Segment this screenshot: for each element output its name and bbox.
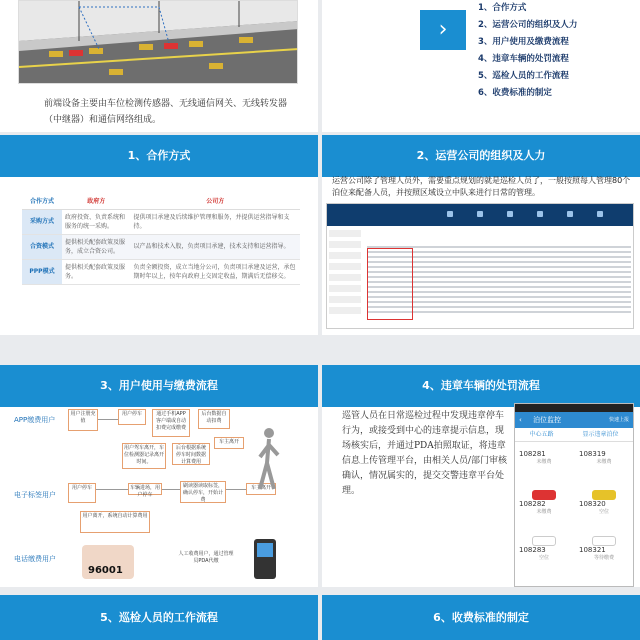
parking-cell[interactable]: 108283 空位 bbox=[519, 534, 569, 561]
parking-cell[interactable]: 108320 空位 bbox=[579, 488, 629, 515]
equipment-description: 前端设备主要由车位检测传感器、无线通信网关、无线转发器（中继器）和通信网络组成。 bbox=[44, 99, 288, 125]
chevron-right-icon: › bbox=[420, 10, 466, 50]
flow-step: 人工收费用户，通过管理员PDA代缴 bbox=[176, 550, 236, 564]
slide-title: 6、收费标准的制定 bbox=[322, 595, 640, 640]
slide-fee-standard bbox=[322, 595, 640, 640]
slide-inspection bbox=[0, 595, 318, 640]
toc-item[interactable]: 1、合作方式 bbox=[478, 3, 527, 13]
toc-item[interactable]: 3、用户使用及缴费流程 bbox=[478, 37, 569, 47]
phone-titlebar bbox=[515, 412, 633, 428]
table-cell: 提供相关配套政策及服务。 bbox=[62, 259, 131, 284]
flow-step: 后台根据系统停车时间数据计算费用 bbox=[172, 443, 210, 465]
toc-item[interactable]: 6、收费标准的制定 bbox=[478, 88, 552, 98]
toc-item[interactable]: 4、违章车辆的处罚流程 bbox=[478, 54, 569, 64]
flow-step: 用户停车 bbox=[118, 409, 146, 425]
flow-step: 通过手机APP客户端或自动扣费完成缴费 bbox=[152, 409, 190, 437]
flow-step: 用户停车 bbox=[68, 483, 96, 503]
toc-item[interactable]: 2、运营公司的组织及人力 bbox=[478, 20, 578, 30]
cooperation-table bbox=[22, 193, 300, 285]
slide-violation bbox=[322, 365, 640, 587]
flow-step: 车主离开 bbox=[214, 437, 244, 449]
flow-step: 用户注册充值 bbox=[68, 409, 98, 431]
phone-title: 泊位监控 bbox=[533, 416, 561, 424]
flow-step: 后台数据自动扣费 bbox=[198, 409, 230, 429]
flow-step: 车辆进场，用户停车 bbox=[130, 485, 161, 498]
table-header: 政府方 bbox=[62, 193, 131, 209]
toc-list bbox=[478, 0, 577, 102]
pda-device-icon bbox=[254, 539, 276, 579]
table-cell: 采购方式 bbox=[22, 209, 62, 234]
organization-intro: 运营公司除了管理人员外，需要重点规划的就是巡检人员了，一般按照每人管理80个泊位来配备人员，并按照区域设立中队来进行日常的管理。 bbox=[332, 176, 631, 197]
table-header: 合作方式 bbox=[22, 193, 62, 209]
slide-title: 3、用户使用与缴费流程 bbox=[0, 365, 318, 407]
table-cell: PPP模式 bbox=[22, 259, 62, 284]
table-cell: 提供相关配套政策及服务，成立合资公司。 bbox=[62, 234, 131, 259]
tab-center-road[interactable]: 中心五路 bbox=[529, 431, 554, 438]
table-row bbox=[22, 209, 300, 234]
slide-title: 5、巡检人员的工作流程 bbox=[0, 595, 318, 640]
table-cell: 负责全额投资，成立当地分公司，负责项目承建及运营，承包期时年以上，按年向政府上交固定收益，期满后无偿移交。 bbox=[131, 259, 301, 284]
slide-payment-flow bbox=[0, 365, 318, 587]
parking-cell[interactable]: 108281 未缴费 bbox=[519, 450, 552, 465]
slide-title: 1、合作方式 bbox=[0, 135, 318, 177]
flow-label: APP缴费用户 bbox=[14, 416, 56, 424]
management-screenshot bbox=[326, 203, 634, 329]
violation-text: 巡管人员在日常巡检过程中发现违章停车行为，或接受到中心的违章提示信息，现场核实后，并通过PDA拍照取证，将违章信息上传管理平台，由相关人员/部门审核确认，情况属实的，提交交警违章平台处理。 bbox=[342, 411, 508, 496]
parking-cell[interactable]: 108282 未缴费 bbox=[519, 488, 569, 515]
flow-label: 电子标签用户 bbox=[14, 491, 56, 499]
slide-equipment bbox=[0, 0, 318, 132]
slide-title: 4、违章车辆的处罚流程 bbox=[322, 365, 640, 407]
back-icon[interactable]: ‹ bbox=[519, 416, 522, 424]
table-cell: 以产品和技术入股，负责项目承建，技术支持和运营指导。 bbox=[131, 234, 301, 259]
parking-cell[interactable]: 108321 等待缴费 bbox=[579, 534, 629, 561]
flow-step: 用户驾车离开，车位检测器记录离开时间。 bbox=[122, 443, 166, 469]
flow-step: 用户离开，系统自动计算费用 bbox=[80, 511, 150, 533]
quick-report-button[interactable]: 快速上报 bbox=[608, 417, 629, 423]
parking-cell[interactable]: 108319 未缴费 bbox=[579, 450, 612, 465]
parking-road-illustration bbox=[18, 0, 298, 84]
hotline-number: 96001 bbox=[88, 565, 123, 576]
flow-label: 电话缴费用户 bbox=[14, 555, 56, 563]
table-cell: 提供项目承建及后续维护管理和服务，并提供运营指导和支持。 bbox=[131, 209, 301, 234]
table-header: 公司方 bbox=[131, 193, 301, 209]
table-cell: 政府投资、负责系统和服务的统一采购。 bbox=[62, 209, 131, 234]
table-cell: 合资模式 bbox=[22, 234, 62, 259]
walking-person-icon bbox=[254, 425, 284, 495]
highlight-box bbox=[367, 248, 413, 320]
table-row bbox=[22, 234, 300, 259]
slide-toc bbox=[322, 0, 640, 132]
table-row bbox=[22, 259, 300, 284]
phone-screenshot bbox=[514, 403, 634, 587]
slide-organization bbox=[322, 135, 640, 335]
slide-title: 2、运营公司的组织及人力 bbox=[322, 135, 640, 177]
flow-step: 车主离开 bbox=[246, 483, 276, 495]
flow-step: 刷读器读取标签，确认停车，开始计费 bbox=[180, 481, 226, 503]
toc-item[interactable]: 5、巡检人员的工作流程 bbox=[478, 71, 569, 81]
tab-show-violations[interactable]: 显示违章泊位 bbox=[582, 431, 619, 438]
slide-cooperation bbox=[0, 135, 318, 335]
app-navbar bbox=[327, 204, 633, 226]
